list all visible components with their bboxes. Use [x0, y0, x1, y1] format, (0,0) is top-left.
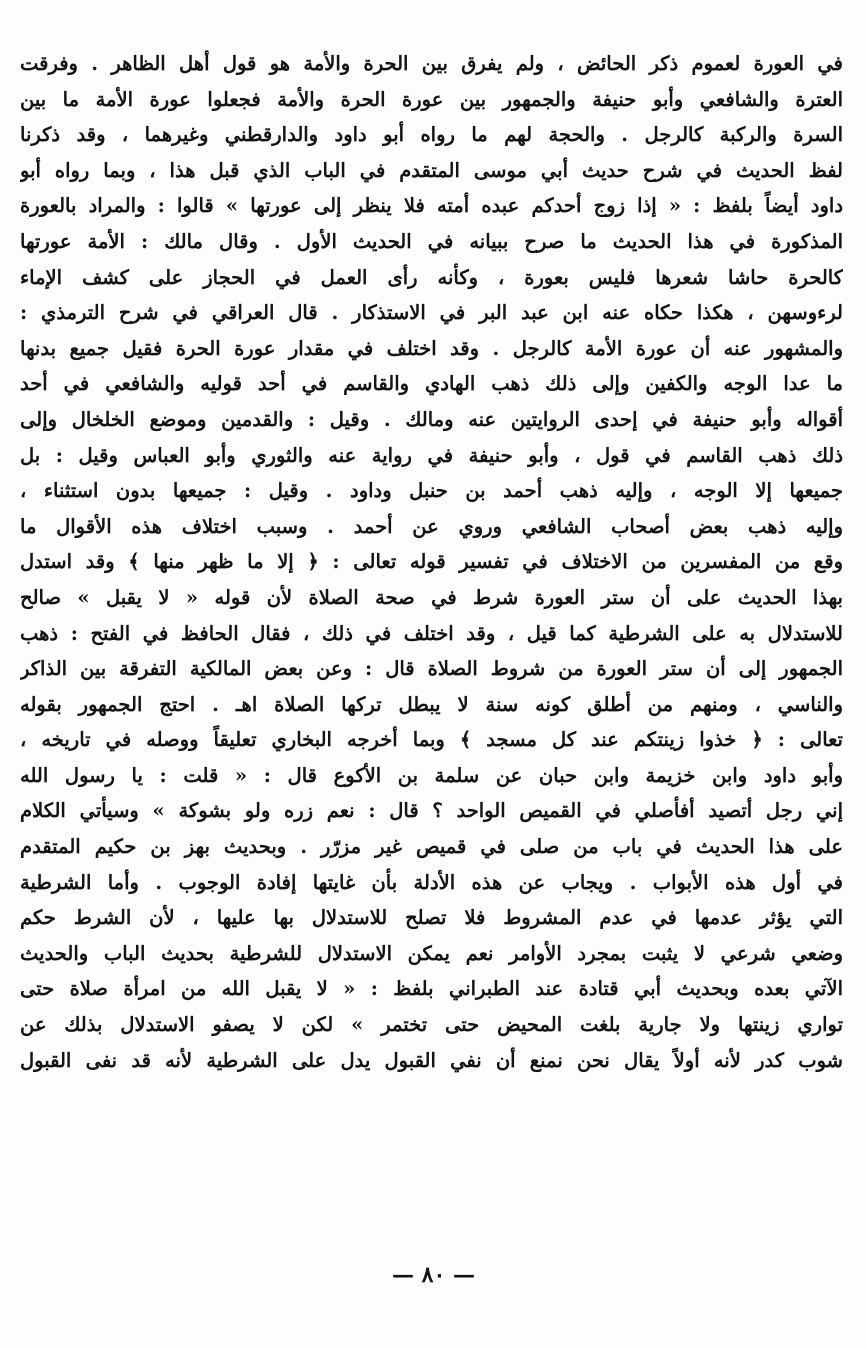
- text-line: على هذا الحديث في باب من صلى في قميص غير مزرّر . وبحديث بهز بن حكيم المتقدم: [20, 835, 843, 859]
- text-line: وضعي شرعي لا يثبت بمجرد الأوامر نعم يمكن الاستدلال للشرطية بحديث الباب والحديث: [20, 941, 843, 965]
- text-line: العترة والشافعي وأبو حنيفة والجمهور بين عورة الحرة والأمة فجعلوا عورة الأمة ما بين: [20, 87, 843, 111]
- text-line: في العورة لعموم ذكر الحائض ، ولم يفرق بين الحرة والأمة هو قول أهل الظاهر . وفرقت: [20, 52, 843, 75]
- text-line: لفظ الحديث في شرح حديث أبي موسى المتقدم في الباب الذي قبل هذا ، وبما رواه أبو: [20, 158, 843, 182]
- body-text: [20, 46, 843, 1078]
- text-line: إني رجل أتصيد أفأصلي في القميص الواحد ؟ قال : نعم زره ولو بشوكة » وسيأتي الكلام: [20, 799, 843, 823]
- text-line: الآتي بعده وبحديث أبي قتادة عند الطبراني بلفظ : « لا يقبل الله من امرأة صلاة حتى: [20, 977, 843, 1001]
- text-line: لرءوسهن ، هكذا حكاه عنه ابن عبد البر في الاستذكار . قال العراقي في شرح الترمذي :: [20, 301, 843, 325]
- text-line: المذكورة في هذا الحديث ما صرح ببيانه في الحديث الأول . وقال مالك : الأمة عورتها: [20, 229, 843, 253]
- text-line: داود أيضاً بلفظ : « إذا زوج أحدكم عبده أمته فلا ينظر إلى عورتها » قالوا : والمراد بالعورة: [20, 194, 843, 218]
- text-line: تواري زينتها ولا جارية بلغت المحيض حتى تختمر » لكن لا يصفو الاستدلال بذلك عن: [20, 1013, 843, 1037]
- text-line: وأبو داود وابن خزيمة وابن حبان عن سلمة بن الأكوع قال : « قلت : يا رسول الله: [20, 763, 843, 787]
- text-line: جميعها إلا الوجه ، وإليه ذهب أحمد بن حنبل وداود . وقيل : جميعها بدون استثناء ،: [20, 479, 843, 503]
- text-line: للاستدلال به على الشرطية كما قيل ، وقد اختلف في ذلك ، فقال الحافظ في الفتح : ذهب: [20, 621, 843, 645]
- text-line: شوب كدر لأنه أولاً يقال نحن نمنع أن نفي القبول يدل على الشرطية لأنه قد نفى القبول: [20, 1048, 843, 1072]
- text-line: في أول هذه الأبواب . ويجاب عن هذه الأدلة بأن غايتها إفادة الوجوب . وأما الشرطية: [20, 870, 843, 894]
- text-line: ذلك ذهب القاسم في قول ، وأبو حنيفة في رواية عنه والثوري وأبو العباس وقيل : بل: [20, 443, 843, 467]
- text-line: ما عدا الوجه والكفين وإلى ذلك ذهب الهادي والقاسم في أحد قوليه والشافعي في أحد: [20, 372, 843, 396]
- page-number: — ٨٠ —: [392, 1262, 475, 1288]
- text-line: والناسي ، ومنهم من أطلق كونه سنة لا يبطل تركها الصلاة اهـ . احتج الجمهور بقوله: [20, 692, 843, 716]
- text-line: تعالى : ﴿ خذوا زينتكم عند كل مسجد ﴾ وبما أخرجه البخاري تعليقاً ووصله في تاريخه ،: [20, 728, 843, 752]
- text-line: الجمهور إلى أن ستر العورة من شروط الصلاة قال : وعن بعض المالكية التفرقة بين الذاكر: [20, 657, 843, 681]
- text-line: السرة والركبة كالرجل . والحجة لهم ما رواه أبو داود والدارقطني وغيرهما ، وقد ذكرنا: [20, 123, 843, 147]
- text-line: والمشهور عنه أن عورة الأمة كالرجل . وقد اختلف في مقدار عورة الحرة فقيل جميع بدنها: [20, 336, 843, 360]
- text-line: كالحرة حاشا شعرها فليس بعورة ، وكأنه رأى العمل في الحجاز على كشف الإماء: [20, 265, 843, 289]
- text-line: أقواله وأبو حنيفة في إحدى الروايتين عنه ومالك . وقيل : والقدمين وموضع الخلخال وإلى: [20, 407, 843, 431]
- text-line: وقع من المفسرين من الاختلاف في تفسير قوله تعالى : ﴿ إلا ما ظهر منها ﴾ وقد استدل: [20, 550, 843, 574]
- text-line: التي يؤثر عدمها في عدم المشروط فلا تصلح للاستدلال بها عليها ، لأن الشرط حكم: [20, 906, 843, 930]
- text-line: بهذا الحديث على أن ستر العورة شرط في صحة الصلاة لأن قوله « لا يقبل » صالح: [20, 585, 843, 609]
- text-line: وإليه ذهب بعض أصحاب الشافعي وروي عن أحمد . وسبب اختلاف هذه الأقوال ما: [20, 514, 843, 538]
